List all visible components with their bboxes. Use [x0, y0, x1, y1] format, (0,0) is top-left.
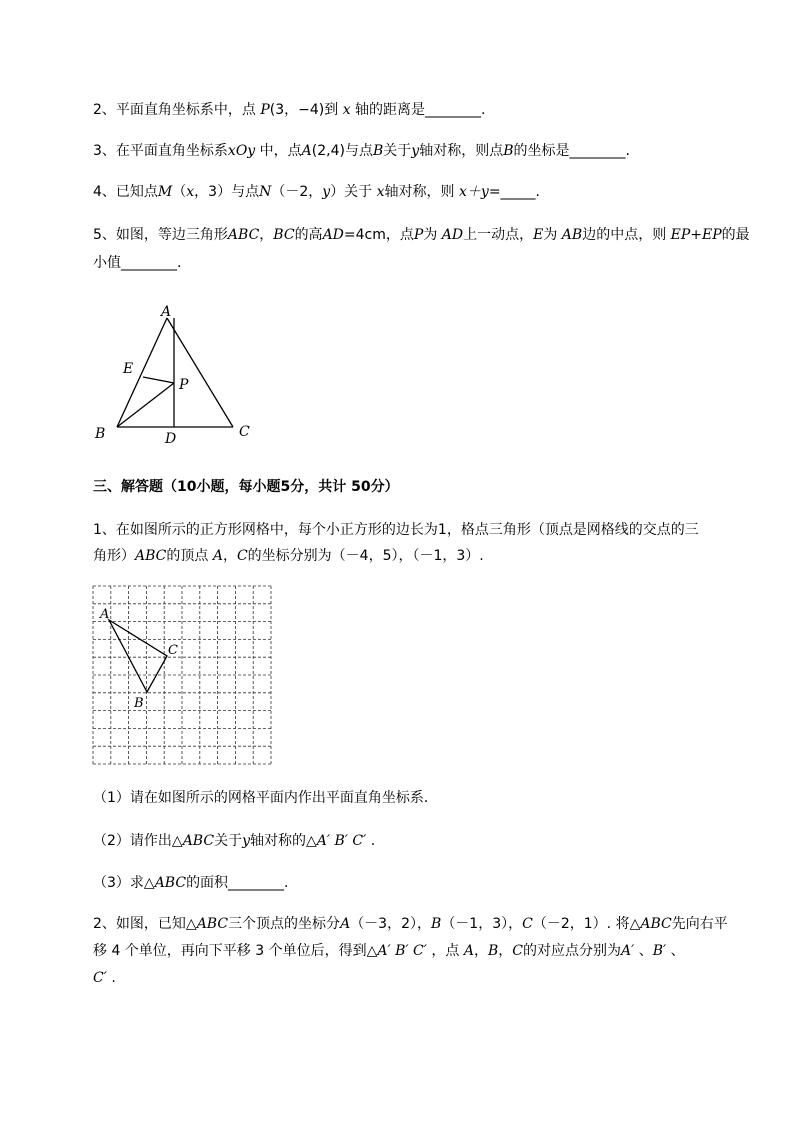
- label-d: D: [165, 431, 177, 447]
- label-c: C: [239, 424, 250, 440]
- grid-label-b: B: [134, 696, 144, 711]
- problem-2-line-2: 移 4 个单位，再向下平移 3 个单位后，得到△A′ B′ C′ ，点 A，B，C的对应点分别为A′ 、B′ 、: [93, 943, 685, 959]
- question-5-line-2: 小值________.: [93, 255, 182, 271]
- label-a: A: [161, 304, 172, 320]
- problem-1-line-2: 角形）ABC的顶点 A，C的坐标分别为（－4，5），（－1，3）.: [93, 548, 484, 564]
- grid-label-a: A: [100, 607, 110, 622]
- problem-1-sub-3: （3）求△ABC的面积________.: [93, 875, 289, 891]
- problem-1-sub-1: （1）请在如图所示的网格平面内作出平面直角坐标系．: [93, 790, 438, 806]
- question-5-line-1: 5、如图，等边三角形ABC，BC的高AD=4cm，点P为 AD上一动点，E为 AB边的中点，则 EP+EP的最: [93, 227, 750, 243]
- label-e: E: [123, 361, 134, 377]
- question-3: 3、在平面直角坐标系xOy 中，点A(2,4)与点B关于y轴对称，则点B的坐标是________.: [93, 143, 630, 159]
- problem-2-line-3: C′ .: [93, 970, 116, 986]
- section-3-heading: 三、解答题（10小题，每小题5分，共计 50分）: [93, 479, 399, 495]
- equilateral-triangle-figure: [88, 300, 268, 450]
- label-b: B: [95, 426, 106, 442]
- square-grid-figure: [92, 585, 274, 767]
- grid-label-c: C: [168, 643, 178, 658]
- problem-1-sub-2: （2）请作出△ABC关于y轴对称的△A′ B′ C′ .: [93, 833, 376, 849]
- question-2: 2、平面直角坐标系中，点 P(3，−4)到 x 轴的距离是________.: [93, 102, 486, 118]
- side-ac: [167, 318, 233, 427]
- problem-1-line-1: 1、在如图所示的正方形网格中，每个小正方形的边长为1，格点三角形（顶点是网格线的交点的三: [93, 522, 699, 538]
- segment-bp: [117, 383, 174, 427]
- question-4: 4、已知点M（x，3）与点N（－2，y）关于 x轴对称，则 x＋y=_____.: [93, 184, 540, 200]
- triangle-abc: [109, 620, 167, 692]
- grid-lines: [93, 586, 271, 764]
- problem-2-line-1: 2、如图，已知△ABC三个顶点的坐标分A（－3，2），B（－1，3），C（－2，1）. 将△ABC先向右平: [93, 916, 728, 932]
- label-p: P: [179, 377, 189, 393]
- segment-ep: [143, 377, 174, 383]
